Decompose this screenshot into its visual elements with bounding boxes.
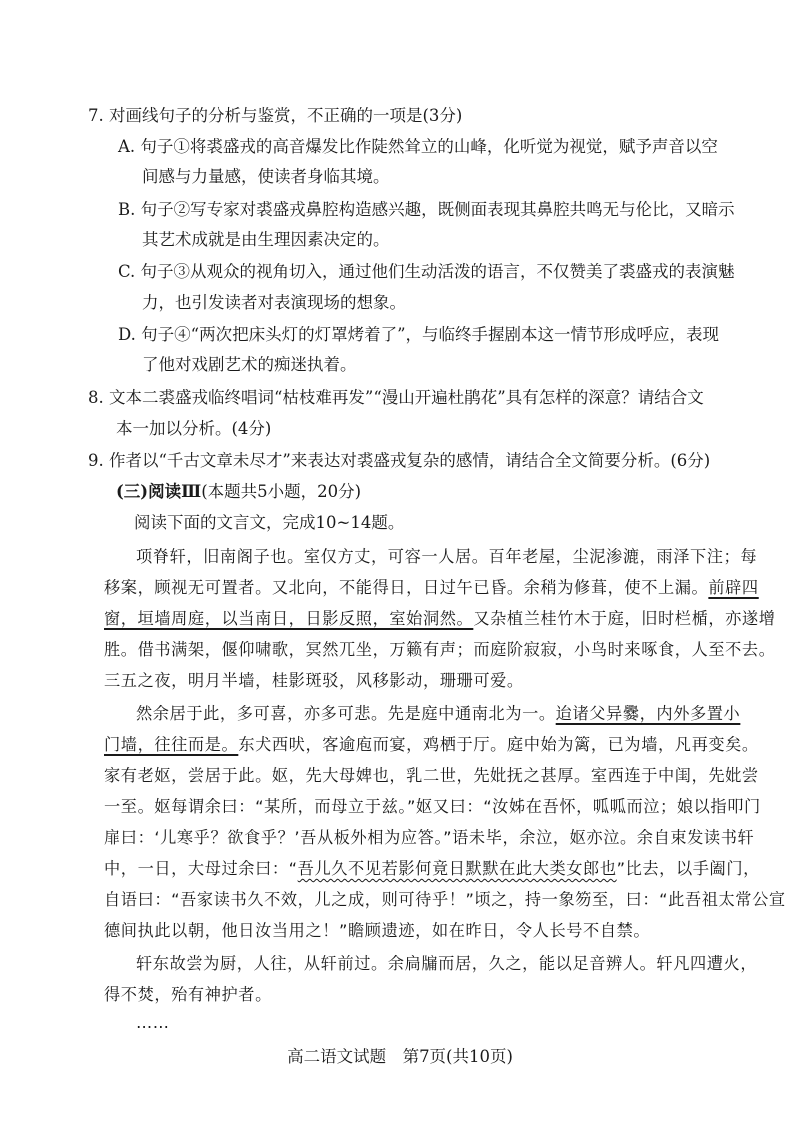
passage-text: 中，一日，大母过余曰：“ [104, 859, 298, 878]
passage-p3-line-1: 轩东故尝为厨，人往，从轩前过。余扃牖而居，久之，能以足音辨人。轩凡四遭火， [136, 954, 758, 973]
page-footer: 高二语文试题 第7页(共10页) [287, 1047, 513, 1066]
section-heading [116, 481, 361, 503]
option-a-line-1: A. 句子①将裘盛戎的高音爆发比作陡然耸立的山峰，化听觉为视觉，赋予声音以空 [118, 137, 718, 156]
option-b-line-1: B. 句子②写专家对裘盛戎鼻腔构造感兴趣，既侧面表现其鼻腔共鸣无与伦比，又暗示 [118, 200, 735, 219]
section-instruction: 阅读下面的文言文，完成10~14题。 [134, 513, 405, 532]
passage-p1-line-1: 项脊轩，旧南阁子也。室仅方丈，可容一人居。百年老屋，尘泥渗漉，雨泽下注；每 [136, 547, 758, 566]
passage-text: 移案，顾视无可置者。又北向，不能得日，日过午已昏。余稍为修葺，使不上漏。 [104, 578, 709, 597]
passage-ellipsis: …… [136, 1013, 170, 1032]
passage-p2-line-3: 家有老妪，尝居于此。妪，先大母婢也，乳二世，先妣抚之甚厚。室西连于中闺，先妣尝 [104, 766, 759, 785]
passage-text: 然余居于此，多可喜，亦多可悲。先是庭中通南北为一。 [136, 704, 556, 723]
passage-p1-line-5: 三五之夜，明月半墙，桂影斑驳，风移影动，珊珊可爱。 [104, 671, 524, 690]
question-7-stem: 7. 对画线句子的分析与鉴赏，不正确的一项是(3分) [88, 106, 463, 125]
question-8-line-2: 本一加以分析。(4分) [116, 419, 272, 438]
passage-p1-line-3 [104, 608, 776, 630]
section-note: (本题共5小题，20分) [201, 482, 362, 501]
passage-p2-line-1 [136, 703, 740, 725]
passage-p1-line-4: 胜。借书满架，偃仰啸歌，冥然兀坐，万籁有声；而庭阶寂寂，小鸟时来啄食，人至不去。 [104, 640, 776, 659]
option-d-line-2: 了他对戏剧艺术的痴迷执着。 [142, 355, 357, 374]
passage-p2-line-5: 扉曰：‘儿寒乎？欲食乎？’吾从板外相为应答。”语未毕，余泣，妪亦泣。余自束发读书轩 [104, 828, 755, 847]
passage-p2-line-8: 德间执此以朝，他日汝当用之！”瞻顾遗迹，如在昨日，令人长号不自禁。 [104, 921, 651, 940]
option-b-line-2: 其艺术成就是由生理因素决定的。 [142, 230, 390, 249]
passage-p2-line-7: 自语曰：“吾家读书久不效，儿之成，则可待乎！”顷之，持一象笏至，曰：“此吾祖太常公宣 [104, 890, 786, 909]
underlined-sentence-2: 迨诸父异爨，内外多置小 [555, 704, 741, 723]
passage-p2-line-6 [104, 858, 760, 880]
underlined-sentence-2-cont: 门墙，往往而是。 [104, 735, 239, 754]
option-c-line-2: 力，也引发读者对表演现场的想象。 [142, 293, 406, 312]
question-9: 9. 作者以“千古文章未尽才”来表达对裘盛戎复杂的感情，请结合全文简要分析。(6分) [88, 451, 711, 470]
option-c-line-1: C. 句子③从观众的视角切入，通过他们生动活泼的语言，不仅赞美了裘盛戎的表演魅 [118, 262, 735, 281]
passage-p2-line-4: 一至。妪每谓余曰：“某所，而母立于兹。”妪又曰：“汝姊在吾怀，呱呱而泣；娘以指叩门 [104, 797, 761, 816]
underlined-sentence-1-cont: 窗，垣墙周庭，以当南日，日影反照，室始洞然。 [104, 609, 474, 628]
question-8-line-1: 8. 文本二裘盛戎临终唱词“枯枝难再发”“漫山开遍杜鹃花”具有怎样的深意？请结合文 [88, 388, 704, 407]
wavy-underlined-sentence: 吾儿久不见若影何竟日默默在此大类女郎也 [297, 859, 617, 878]
underlined-sentence-1: 前辟四 [708, 578, 759, 597]
passage-p2-line-2 [104, 734, 759, 756]
passage-p1-line-2 [104, 577, 759, 599]
passage-text: ”比去，以手阖门， [616, 859, 760, 878]
section-title: (三)阅读Ⅲ [116, 482, 202, 501]
passage-text: 东犬西吠，客逾庖而宴，鸡栖于厅。庭中始为篱，已为墙，凡再变矣。 [238, 735, 759, 754]
passage-text: 又杂植兰桂竹木于庭，旧时栏楯，亦遂增 [473, 609, 776, 628]
option-d-line-1: D. 句子④“两次把床头灯的灯罩烤着了”，与临终手握剧本这一情节形成呼应，表现 [118, 325, 720, 344]
passage-p3-line-2: 得不焚，殆有神护者。 [104, 985, 272, 1004]
option-a-line-2: 间感与力量感，使读者身临其境。 [142, 167, 390, 186]
